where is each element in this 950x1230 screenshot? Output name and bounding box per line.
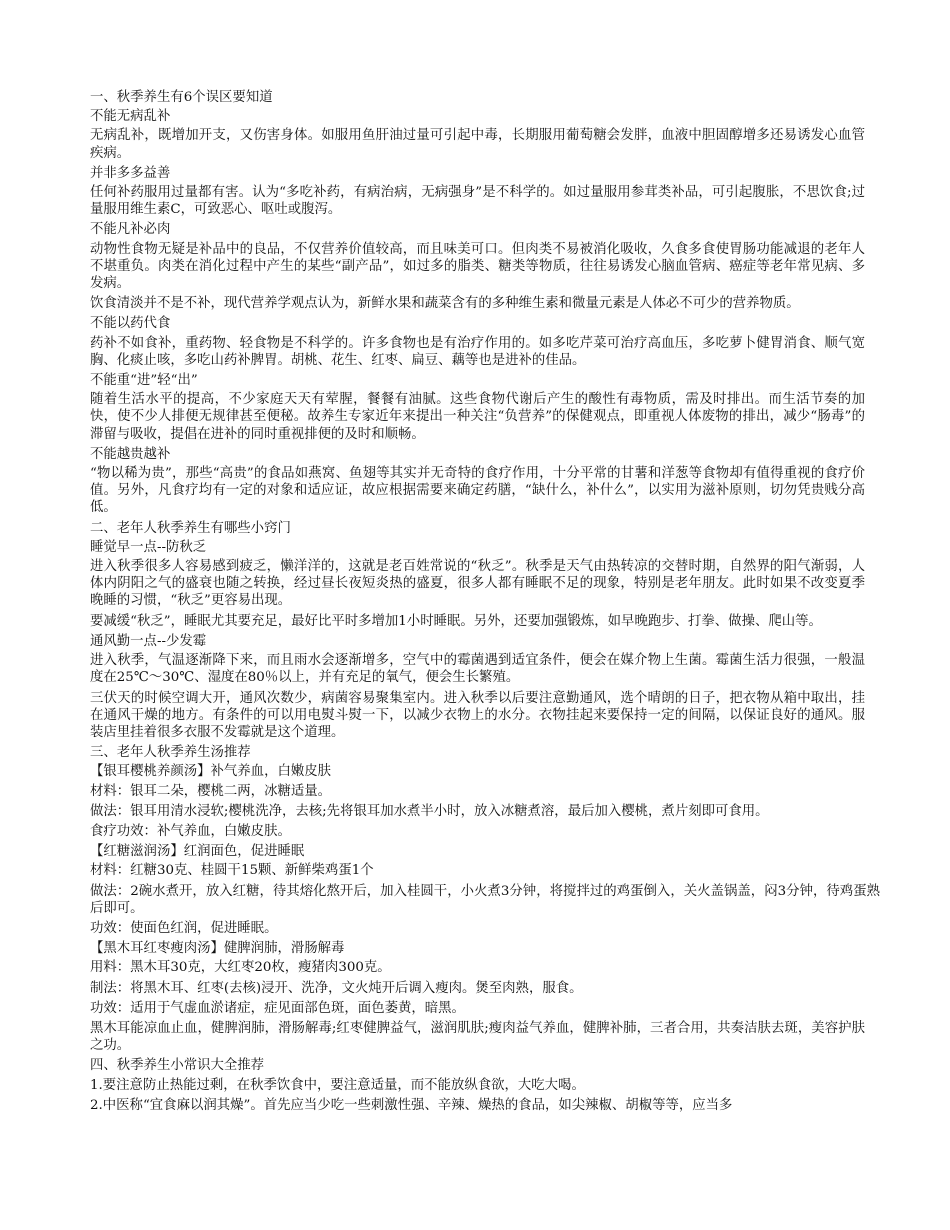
paragraph: 功效：使面色红润，促进睡眠。 bbox=[90, 920, 278, 936]
paragraph: “物以稀为贵”，那些“高贵”的食品如燕窝、鱼翅等其实并无奇特的食疗作用，十分平常的甘薯和洋葱等食物却有值得重视的食疗价值。另外，凡食疗均有一定的对象和适应证，故应根据需要来确定药膳，“缺什么，补什么”，以实用为滋补原则，切勿凭贵贱分高低。 bbox=[90, 466, 865, 516]
section-heading: 不能以药代食 bbox=[90, 316, 171, 332]
section-heading: 不能凡补必肉 bbox=[90, 222, 171, 238]
section-heading: 四、秋季养生小常识大全推荐 bbox=[90, 1058, 265, 1074]
document-body bbox=[90, 89, 880, 1117]
paragraph: 材料：银耳二朵，樱桃二两，冰糖适量。 bbox=[90, 783, 332, 799]
section-heading: 并非多多益善 bbox=[90, 165, 171, 181]
section-heading: 不能重“进”轻“出” bbox=[90, 373, 198, 389]
section-heading: 不能越贵越补 bbox=[90, 446, 171, 462]
section-heading: 二、老年人秋季养生有哪些小窍门 bbox=[90, 520, 291, 536]
paragraph: 饮食清淡并不是不补，现代营养学观点认为，新鲜水果和蔬菜含有的多种维生素和微量元素是人体必不可少的营养物质。 bbox=[90, 296, 800, 312]
section-heading: 睡觉早一点--防秋乏 bbox=[90, 539, 207, 555]
section-heading: 通风勤一点--少发霉 bbox=[90, 633, 207, 649]
paragraph: 制法：将黑木耳、红枣(去核)浸开、洗净，文火炖开后调入瘦肉。煲至肉熟，服食。 bbox=[90, 980, 583, 996]
paragraph: 要减缓“秋乏”，睡眠尤其要充足，最好比平时多增加1小时睡眠。另外，还要加强锻炼，如早晚跑步、打拳、做操、爬山等。 bbox=[90, 613, 822, 629]
paragraph: 进入秋季很多人容易感到疲乏，懒洋洋的，这就是老百姓常说的“秋乏”。秋季是天气由热转凉的交替时期，自然界的阳气渐弱，人体内阴阳之气的盛衰也随之转换，经过昼长夜短炎热的盛夏，很多人都有睡眠不足的现象，特别是老年朋友。此时如果不改变夏季晚睡的习惯，“秋乏”更容易出现。 bbox=[90, 559, 865, 609]
paragraph: 功效：适用于气虚血淤诸症，症见面部色斑，面色萎黄，暗黑。 bbox=[90, 1000, 465, 1016]
paragraph: 无病乱补，既增加开支，又伤害身体。如服用鱼肝油过量可引起中毒，长期服用葡萄糖会发胖，血液中胆固醇增多还易诱发心血管疾病。 bbox=[90, 128, 865, 161]
section-heading: 【黑木耳红枣瘦肉汤】健脾润肺，滑肠解毒 bbox=[90, 941, 345, 957]
paragraph: 1.要注意防止热能过剩，在秋季饮食中，要注意适量，而不能放纵食欲，大吃大喝。 bbox=[90, 1077, 585, 1093]
paragraph: 动物性食物无疑是补品中的良品，不仅营养价值较高，而且味美可口。但肉类不易被消化吸收，久食多食使胃肠功能减退的老年人不堪重负。肉类在消化过程中产生的某些“副产品”，如过多的脂类、糖类等物质，往往易诱发心脑血管病、癌症等老年常见病、多发病。 bbox=[90, 241, 865, 292]
paragraph: 三伏天的时候空调大开，通风次数少，病菌容易聚集室内。进入秋季以后要注意勤通风，选个晴朗的日子，把衣物从箱中取出，挂在通风干燥的地方。有条件的可以用电熨斗熨一下，以减少衣物上的水分。衣物挂起来要保持一定的间隔，以保证良好的通风。服装店里挂着很多衣服不发霉就是这个道理。 bbox=[90, 690, 865, 740]
paragraph: 进入秋季，气温逐渐降下来，而且雨水会逐渐增多，空气中的霉菌遇到适宜条件，便会在媒介物上生菌。霉菌生活力很强，一般温度在25℃～30℃、湿度在80％以上，并有充足的氧气，便会生长繁殖。 bbox=[90, 653, 865, 686]
paragraph: 黑木耳能凉血止血，健脾润肺，滑肠解毒;红枣健脾益气，滋润肌肤;瘦肉益气养血，健脾补肺，三者合用，共奏洁肤去斑，美容护肤之功。 bbox=[90, 1020, 865, 1054]
paragraph: 材料：红糖30克、桂圆干15颗、新鲜柴鸡蛋1个 bbox=[90, 863, 374, 879]
section-heading: 【红糖滋润汤】红润面色，促进睡眠 bbox=[90, 844, 305, 860]
paragraph: 任何补药服用过量都有害。认为“多吃补药，有病治病，无病强身”是不科学的。如过量服用参茸类补品，可引起腹胀，不思饮食;过量服用维生素C，可致恶心、呕吐或腹泻。 bbox=[90, 185, 865, 218]
section-heading: 三、老年人秋季养生汤推荐 bbox=[90, 745, 251, 761]
paragraph: 食疗功效：补气养血，白嫩皮肤。 bbox=[90, 823, 291, 839]
paragraph: 做法：2碗水煮开，放入红糖，待其熔化熬开后，加入桂圆干，小火煮3分钟，将搅拌过的鸡蛋倒入，关火盖锅盖，闷3分钟，待鸡蛋熟后即可。 bbox=[90, 883, 880, 916]
section-heading: 不能无病乱补 bbox=[90, 109, 171, 125]
paragraph: 2.中医称“宜食麻以润其燥”。首先应当少吃一些刺激性强、辛辣、燥热的食品，如尖辣椒、胡椒等等，应当多 bbox=[90, 1097, 733, 1113]
paragraph: 做法：银耳用清水浸软;樱桃洗净，去核;先将银耳加水煮半小时，放入冰糖煮溶，最后加入樱桃，煮片刻即可食用。 bbox=[90, 803, 769, 819]
paragraph: 用料：黑木耳30克，大红枣20枚，瘦猪肉300克。 bbox=[90, 960, 391, 976]
paragraph: 药补不如食补，重药物、轻食物是不科学的。许多食物也是有治疗作用的。如多吃芹菜可治疗高血压，多吃萝卜健胃消食、顺气宽胸、化痰止咳，多吃山药补脾胃。胡桃、花生、红枣、扁豆、藕等也是进补的佳品。 bbox=[90, 335, 865, 368]
paragraph: 随着生活水平的提高，不少家庭天天有荤腥，餐餐有油腻。这些食物代谢后产生的酸性有毒物质，需及时排出。而生活节奏的加快，使不少人排便无规律甚至便秘。故养生专家近年来提出一种关注“负营养”的保健观点，即重视人体废物的排出，减少“肠毒”的滞留与吸收，提倡在进补的同时重视排便的及时和顺畅。 bbox=[90, 392, 865, 442]
section-heading: 【银耳樱桃养颜汤】补气养血，白嫩皮肤 bbox=[90, 764, 332, 780]
section-heading: 一、秋季养生有6个误区要知道 bbox=[90, 90, 273, 105]
